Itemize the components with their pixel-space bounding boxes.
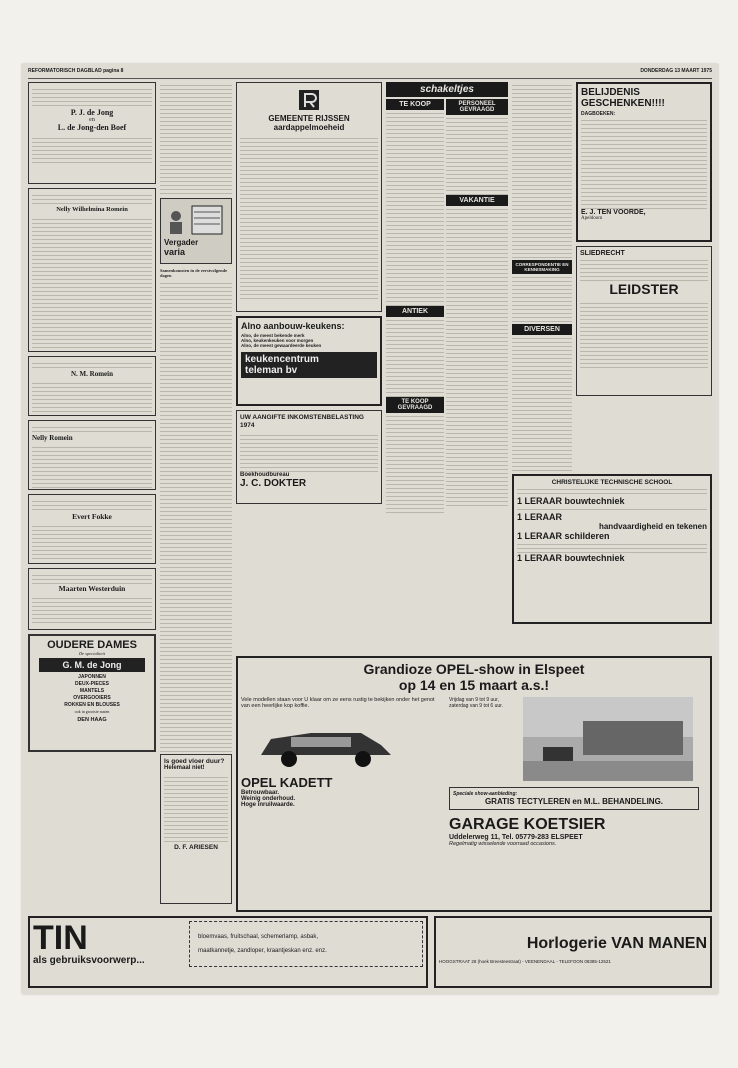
varia-word: varia [164,247,186,257]
ad-vloer [160,754,232,904]
alno-item-3: Alno, de meest gewaardeerde keuken [241,343,322,348]
alno-item-1: Alno, de meest bekende merk [241,333,305,338]
ad-inkomstenbelasting [236,410,382,504]
notice-fokke-name: Evert Fokke [72,512,112,521]
keuken-line-1: keukencentrum [245,354,319,365]
column-vergader [160,82,232,784]
opel-model: OPEL KADETT [241,775,333,790]
voorde-city: Apeldoorn [581,216,603,221]
ad-gemeente-rijssen [236,82,382,312]
dames-item-3: MANTELS [79,688,105,694]
vloer-title: Is goed vloer duur? [164,758,225,765]
column-right [576,82,712,400]
school-line-4: 1 LERAAR bouwtechniek [517,553,625,563]
garage-tag: Regelmatig wisselende voorraad occasions. [449,841,557,847]
vloer-sub: Helemaal niet! [164,765,205,771]
gemeente-sub: aardappelmoeheid [273,123,345,132]
ad-opel-show [236,656,712,912]
horlogerie-title: Horlogerie VAN MANEN [526,935,707,952]
dames-item-4: OVERGOOIERS [73,695,111,701]
vergader-listing [160,280,232,780]
ad-tin [28,916,428,988]
notice-nelly-name: Nelly Romein [32,434,73,442]
heading-antiek: ANTIEK [386,306,444,317]
dokter-name: J. C. DOKTER [240,478,307,489]
running-header [28,68,712,79]
opel-gratis: GRATIS TECTYLEREN en M.L. BEHANDELING. [484,797,664,806]
vergader-varia-logo [160,198,232,264]
tin-line-1: bloemvaas, fruitschaal, schemerlamp, asbak, [198,934,319,940]
ad-technische-school [512,474,712,624]
alno-item-2: Alno, keukenkeuken voor morgen [241,338,314,343]
sliedrecht-title: SLIEDRECHT [580,250,625,257]
dames-item-5: ROKKEN EN BLOUSES [64,702,120,708]
notice-westerduin-name: Maarten Westerduin [58,584,126,593]
ad-oudere-dames [28,634,156,752]
garage-name: GARAGE KOETSIER [449,816,606,833]
leidster-title: LEIDSTER [609,281,679,297]
opel-hours: Vrijdag van 9 tot 9 uur, zaterdag van 9 tot 6 uur. [449,697,503,709]
alno-title: Alno aanbouw-keukens: [241,321,345,331]
ad-sliedrecht [576,246,712,396]
dames-note: ook in grootste maten [74,709,110,714]
heading-diversen: DIVERSEN [512,324,572,335]
opel-title-1: Grandioze OPEL-show in Elspeet [363,661,585,677]
garage-address: Uddelerweg 11, Tel. 05779-283 ELSPEET [449,834,583,841]
opel-point-1: Betrouwbaar. [241,790,280,796]
column-schakeltjes [386,82,508,515]
opel-title-2: op 14 en 15 maart a.s.! [398,677,550,693]
dames-item-2: DEUX-PIECES [75,681,109,687]
column-ads-middle [236,82,382,508]
notice-fokke [28,494,156,564]
notice-romein-name: Nelly Wilhelmina Romein [56,206,128,213]
school-line-1: 1 LERAAR bouwtechniek [517,496,625,506]
opel-point-2: Weinig onderhoud. [241,796,296,802]
vergader-subhead: Samenkomsten in de eerstvolgende dagen [160,268,228,279]
newspaper-page [22,64,718,994]
notice-en: en [89,117,95,123]
dames-shop: G. M. de Jong [39,658,145,672]
dames-title: OUDERE DAMES [47,639,137,651]
horlogerie-address: HOOGSTRAAT 28 (hoek Breesteestraat) - VEENENDAAL - TELEFOON 08385-12521 [439,959,611,964]
ad-alno [236,316,382,406]
opel-intro: Vele modellen staan voor U klaar om ze eens rustig te bekijken onder het genot van een heerlijke kop koffie. [241,697,435,709]
belasting-title: UW AANGIFTE INKOMSTENBELASTING 1974 [240,414,364,429]
dames-city: DEN HAAG [77,717,107,723]
notice-nelly [28,420,156,490]
school-line-2: 1 LERAAR [517,512,563,522]
keukencentrum-banner [241,352,377,378]
opel-point-3: Hoge inruilwaarde. [241,802,295,808]
heading-personeel: PERSONEEL GEVRAAGD [446,99,508,115]
notice-romein [28,188,156,352]
notice-name-1: P. J. de Jong [70,108,114,117]
school-line-3: 1 LERAAR schilderen [517,531,610,541]
schakeltjes-logo: schakeltjes [386,82,508,97]
dames-item-1: JAPONNEN [78,674,106,680]
column-family-notices [28,82,156,756]
keuken-line-2: teleman bv [245,365,298,376]
opel-car-icon [251,715,401,775]
text-block-top [160,82,232,194]
heading-vakantie: VAKANTIE [446,195,508,206]
garage-photo [523,697,693,781]
notice-name-2: L. de Jong-den Boef [57,123,127,132]
gemeente-logo-icon [297,88,321,112]
notice-romein-2 [28,356,156,416]
gemeente-title: GEMEENTE RIJSSEN [268,114,350,123]
dames-sub: De specialiteit [78,651,106,656]
header-left: REFORMATORISCH DAGBLAD pagina 8 [28,68,124,74]
notice-de-jong [28,82,156,184]
ad-belijdenis [576,82,712,242]
heading-te-koop: TE KOOP [386,99,444,110]
voorde-name: E. J. TEN VOORDE, [581,209,646,216]
tin-line-2: maatkannetje, zandloper, kraantjeskan enz. enz. [198,948,327,954]
notice-romein2-name: N. M. Romein [71,370,113,378]
notice-westerduin [28,568,156,630]
opel-special: Speciale show-aanbieding: [453,791,518,797]
heading-te-koop-gevraagd: TE KOOP GEVRAAGD [386,397,444,413]
dagboeken-label: DAGBOEKEN: [581,111,616,117]
belijdenis-title: BELIJDENIS GESCHENKEN!!!! [581,87,665,109]
ad-horlogerie [434,916,712,988]
tin-word: TIN [33,919,88,957]
heading-correspondentie: CORRESPONDENTIE EN KENNISMAKING [512,260,572,274]
column-small-ads [512,82,572,505]
tin-tagline: als gebruiksvoorwerp... [33,955,145,966]
school-line-2b: handvaardigheid en tekenen [598,522,707,531]
ariesen-name: D. F. ARIESEN [174,844,218,851]
dokter-pre: Boekhoudbureau [240,472,290,478]
header-right: DONDERDAG 13 MAART 1975 [640,68,712,74]
school-title: CHRISTELIJKE TECHNISCHE SCHOOL [551,479,673,486]
vergader-word: Vergader [164,238,199,247]
